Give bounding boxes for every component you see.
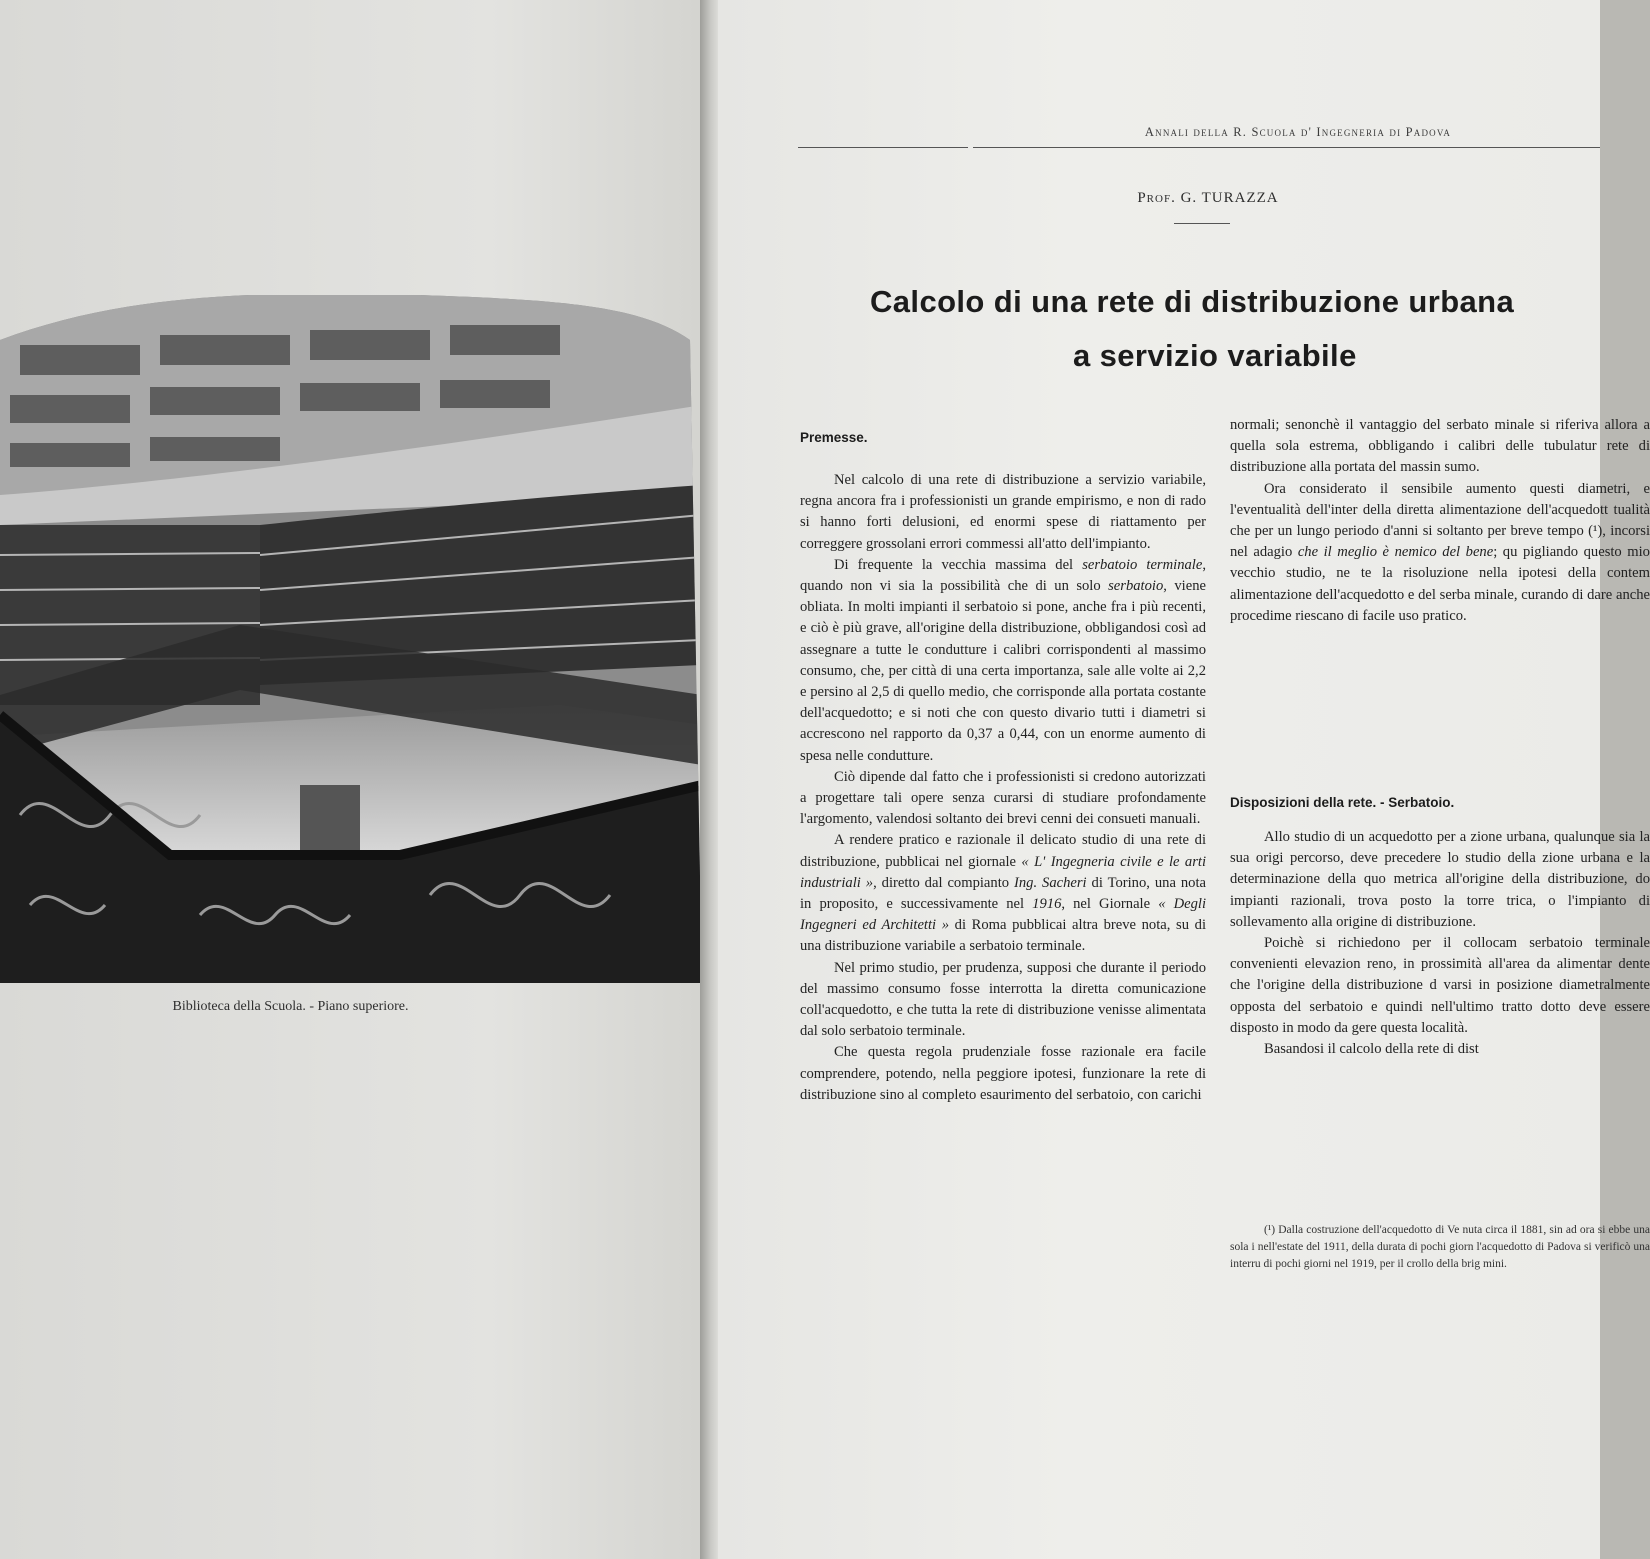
author-name: Prof. G. TURAZZA [1137,190,1279,206]
book-gutter [700,0,718,1559]
header-rule [973,147,1600,148]
text-column-1 [800,470,1206,1106]
left-page [0,0,700,1559]
section-heading-disposizioni: Disposizioni della rete. - Serbatoio. [1230,795,1455,810]
photo-caption: Biblioteca della Scuola. - Piano superiore. [172,999,409,1014]
running-head: Annali della R. Scuola d' Ingegneria di Padova [1144,125,1452,139]
paragraph: Nel primo studio, per prudenza, supposi che durante il periodo del massimo consumo fosse interrotta la diretta comunicazione coll'acquedotto, e che tutta la rete di distribuzione venisse alimentata dal solo serbatoio terminale. [800,959,1206,1040]
header-rule [798,147,968,148]
paragraph: Di frequente la vecchia massima del serbatoio terminale, quando non vi sia la possibilità che di un solo serbatoio, viene obliata. In molti impianti il serbatoio si pone, anche fra i più recenti, e ciò è più grave, all'origine della distribuzione, obbligandosi così ad assegnare a tutte le condutture i calibri corrispondenti al massimo consumo, che, per città di una certa importanza, sale alle volte ai 2,2 e persino al 2,5 di quello medio, che corrisponde alla portata costante dell'acquedotto; e si noti che con questo divario tutti i diametri si accrescono nel rapporto da 0,37 a 0,44, con un enorme aumento di spesa nelle condutture. [800,556,1206,764]
section-heading-premesse: Premesse. [800,430,868,445]
paragraph: normali; senonchè il vantaggio del serbato minale si riferiva allora a quella sola estrema, obbligando i calibri delle tubulatur rete di distribuzione alla portata del massin sumo. [1230,417,1650,476]
text-column-2-continued [1230,827,1650,1060]
title-line-1: Calcolo di una rete di distribuzione urbana [870,284,1515,319]
paragraph: Nel calcolo di una rete di distribuzione a servizio variabile, regna ancora fra i professionisti un grande empirismo, e non di rado si hanno forti delusioni, ed enormi spese di riattamento per correggere grossolani errori commessi all'atto dell'impianto. [800,472,1206,552]
right-page [718,0,1650,1559]
text-column-2 [1230,415,1650,627]
paragraph: A rendere pratico e razionale il delicato studio di una rete di distribuzione, pubblicai nel giornale « L' Ingegneria civile e le arti industriali », diretto dal compianto Ing. Sacheri di Torino, una nota in proposito, e successivamente nel 1916, nel Giornale « Degli Ingegneri ed Architetti » di Roma pubblicai altra breve nota, su di una distribuzione variabile a serbatoio terminale. [800,832,1207,955]
footnote: (¹) Dalla costruzione dell'acquedotto di Ve nuta circa il 1881, sin ad ora si ebbe una sola i nell'estate del 1911, della durata di pochi giorn l'acquedotto di Padova si verificò una interru di pochi giorni nel 1919, per il crollo della brig mini. [1230,1224,1650,1270]
paragraph: Ora considerato il sensibile aumento questi diametri, e l'eventualità dell'inter della diretta alimentazione dell'acquedott tualità che per un lungo periodo d'anni si soltanto per breve tempo (¹), incorsi nel adagio che il meglio è nemico del bene; qu pigliando questo mio vecchio studio, ne te la risoluzione nella ipotesi della contem alimentazione dell'acquedotto e del serba minale, curando di dare anche procedime riescano di facile uso pratico. [1230,480,1650,624]
paragraph: Che questa regola prudenziale fosse razionale era facile comprendere, potendo, nella peggiore ipotesi, funzionare la rete di distribuzione sino al completo esaurimento del serbatoio, con carichi [800,1044,1206,1103]
author-rule [1174,223,1230,224]
paragraph: Ciò dipende dal fatto che i professionisti si credono autorizzati a progettare tali opere senza curarsi di studiare profondamente l'argomento, valendosi soltanto dei brevi cenni dei consueti manuali. [800,768,1206,828]
paragraph: Allo studio di un acquedotto per a zione urbana, qualunque sia la sua origi percorso, deve precedere lo studio della zione urbana e la determinazione della quo metrica all'origine della distribuzione, do impianti razionali, trova posto la torre trica, o l'impianto di sollevamento alla origine di distribuzione. [1230,829,1650,930]
title-line-2: a servizio variabile [1073,338,1357,373]
paragraph: Basandosi il calcolo della rete di dist [1264,1041,1479,1058]
paragraph: Poichè si richiedono per il collocam serbatoio terminale convenienti elevazion reno, in prossimità all'area da alimentar dente che l'origine della distribuzione d varsi in posizione diametralmente opposta del serbatoio e quindi nell'ultimo tratto dotto deve essere disposto in modo da gere questa località. [1230,935,1650,1036]
library-photo [0,295,702,983]
